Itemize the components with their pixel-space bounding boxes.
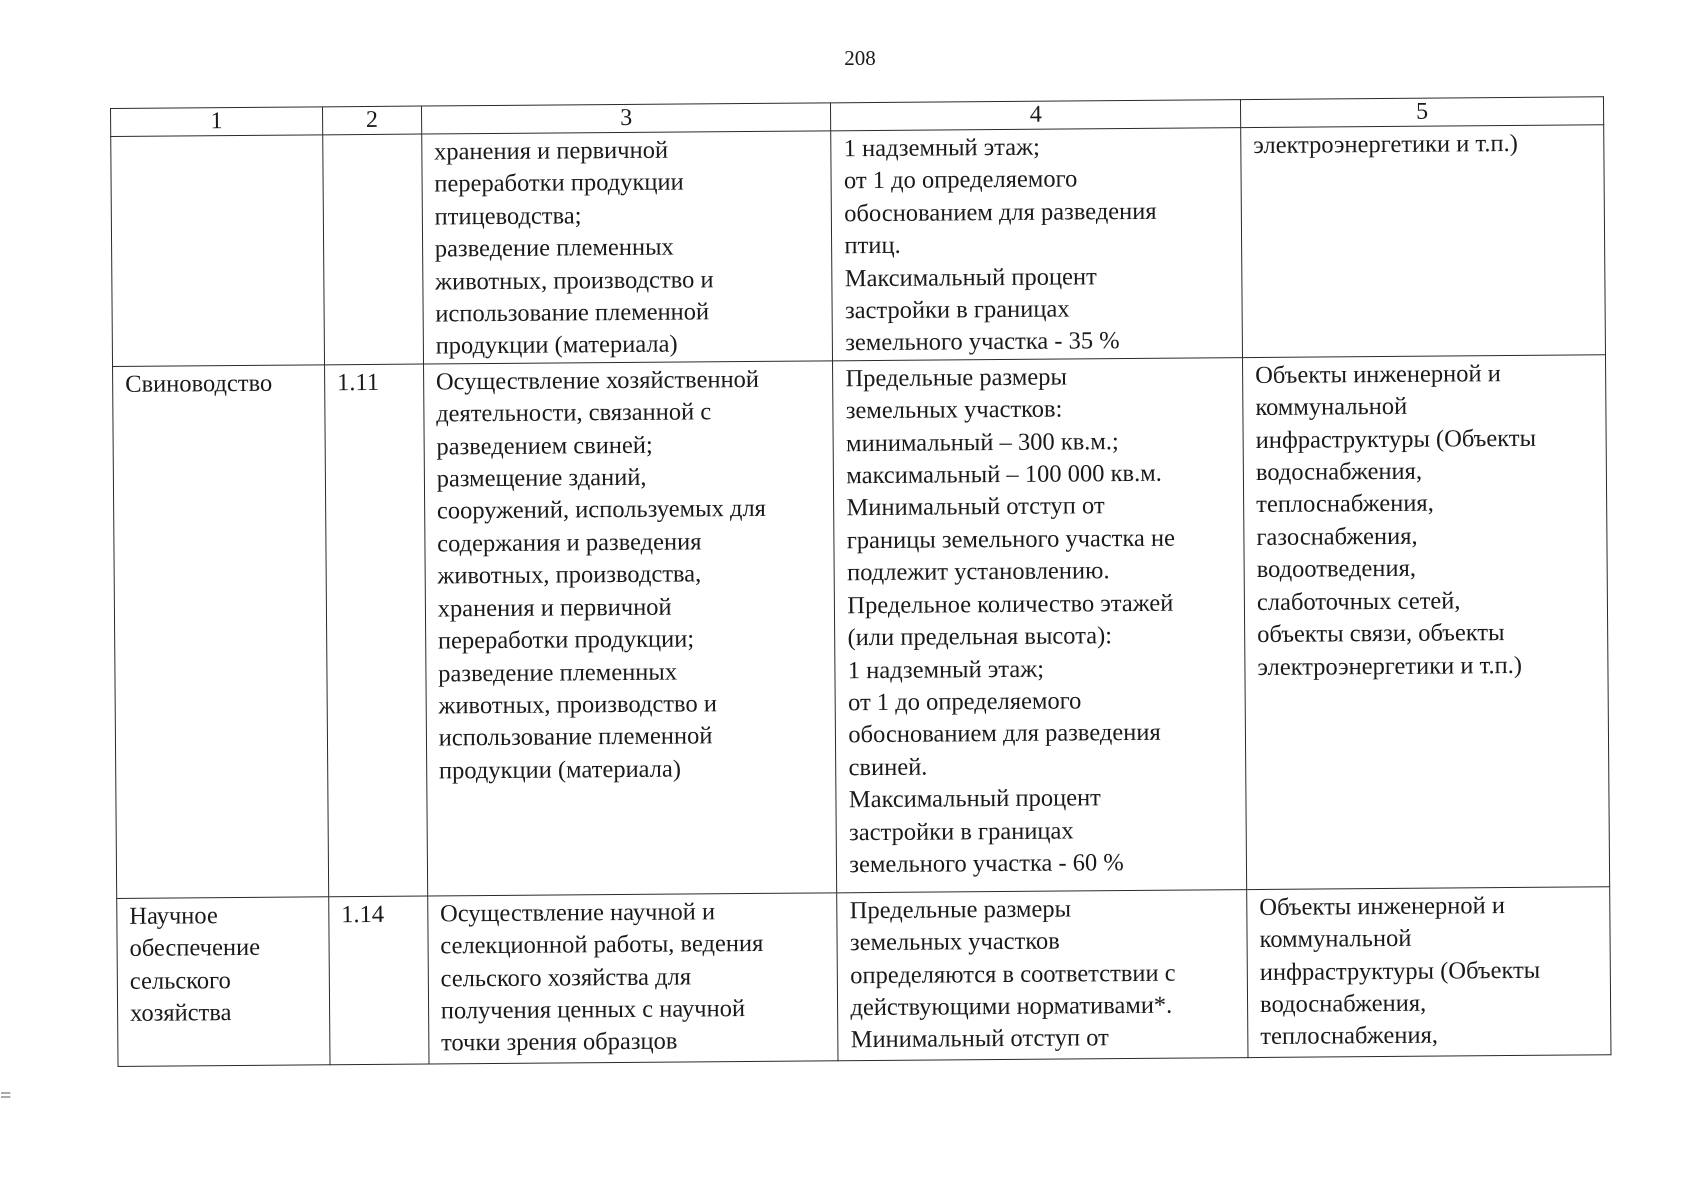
description-line: Осуществление научной и [439, 898, 716, 928]
parameters-line: максимальный – 100 000 кв.м. [846, 459, 1162, 490]
cell-objects [1241, 125, 1606, 358]
description-line: использование племенной [438, 722, 713, 752]
description-line: разведением свиней; [436, 431, 653, 461]
description-line: получения ценных с научной [440, 995, 746, 1025]
description-line: разведение племенных [434, 233, 674, 263]
objects-line: инфраструктуры (Объекты [1259, 956, 1541, 986]
description-line: размещение зданий, [436, 463, 647, 493]
parameters-line: (или предельная высота): [847, 622, 1113, 652]
cell-activity-code: 1.11 [324, 364, 427, 897]
page-number: 208 [844, 46, 876, 70]
parameters-line: земельных участков [849, 927, 1060, 957]
cell-parameters [831, 128, 1242, 361]
column-header-1: 1 [111, 107, 323, 137]
parameters-line: от 1 до определяемого [847, 687, 1082, 717]
table-row [113, 355, 1610, 899]
column-header-4: 4 [831, 100, 1241, 131]
description-line: сельского хозяйства для [440, 963, 692, 993]
margin-mark: = [0, 1085, 12, 1107]
cell-activity-code: 1.14 [329, 896, 429, 1065]
land-use-table [110, 96, 1611, 1067]
description-line: продукции (материала) [438, 755, 682, 785]
objects-line: электроэнергетики и т.п.) [1253, 129, 1518, 160]
description-line: переработки продукции [434, 168, 684, 198]
description-line: Осуществление хозяйственной [435, 365, 760, 396]
column-header-3: 3 [421, 103, 831, 134]
description-line: птицеводства; [434, 202, 582, 231]
parameters-line: Предельное количество этажей [847, 589, 1174, 619]
column-header-5: 5 [1241, 97, 1604, 128]
description-line: животных, производство и [438, 690, 717, 720]
objects-line: коммунальной [1255, 393, 1408, 422]
objects-line: водоотведения, [1256, 555, 1417, 584]
table-row [111, 125, 1606, 367]
activity-name-line: обеспечение [129, 934, 261, 963]
parameters-line: 1 надземный этаж; [843, 133, 1040, 163]
parameters-line: обоснованием для разведения [848, 719, 1161, 749]
table-sheet [110, 96, 1611, 1067]
objects-line: объекты связи, объекты [1257, 619, 1505, 649]
cell-parameters [833, 357, 1247, 892]
objects-line: газоснабжения, [1256, 522, 1418, 551]
parameters-line: земельного участка - 35 % [845, 327, 1120, 357]
parameters-line: 1 надземный этаж; [847, 655, 1045, 684]
objects-line: водоснабжения, [1255, 457, 1423, 487]
cell-activity-name [113, 365, 329, 899]
column-header-2: 2 [322, 106, 421, 135]
description-line: продукции (материала) [435, 330, 678, 360]
cell-activity-code [323, 134, 424, 365]
description-line: хранения и первичной [433, 136, 669, 166]
parameters-line: Максимальный процент [844, 262, 1097, 292]
description-line: животных, производства, [437, 560, 702, 590]
parameters-line: Предельные размеры [849, 895, 1072, 925]
parameters-line: минимальный – 300 кв.м.; [845, 427, 1119, 457]
description-line: животных, производство и [435, 265, 714, 296]
description-line: переработки продукции; [437, 625, 695, 655]
objects-line: коммунальной [1259, 925, 1412, 954]
description-line: использование племенной [435, 298, 710, 328]
parameters-line: Минимальный отступ от [846, 492, 1105, 522]
cell-description [427, 893, 838, 1064]
parameters-line: Предельные размеры [845, 363, 1067, 393]
description-line: хранения и первичной [437, 593, 672, 623]
description-line: разведение племенных [438, 658, 678, 687]
objects-line: слаботочных сетей, [1256, 587, 1461, 616]
cell-objects [1243, 355, 1610, 890]
parameters-line: определяются в соответствии с [850, 959, 1176, 989]
description-line: точки зрения образцов [441, 1028, 678, 1057]
objects-line: Объекты инженерной и [1255, 359, 1501, 389]
parameters-line: Максимальный процент [848, 784, 1101, 814]
description-line: содержания и разведения [437, 528, 702, 558]
table-row [117, 887, 1611, 1067]
activity-name-line: хозяйства [130, 999, 232, 1027]
cell-objects [1247, 887, 1611, 1058]
parameters-line: Минимальный отступ от [850, 1024, 1109, 1054]
parameters-line: застройки в границах [844, 295, 1070, 325]
cell-description [421, 131, 832, 364]
activity-name-line: сельского [129, 966, 231, 995]
activity-name-line: Свиноводство [125, 369, 273, 398]
objects-line: теплоснабжения, [1260, 1022, 1439, 1051]
parameters-line: птиц. [844, 232, 901, 260]
parameters-line: действующими нормативами*. [850, 991, 1173, 1022]
cell-parameters [837, 889, 1248, 1060]
parameters-line: земельных участков: [845, 395, 1063, 425]
parameters-line: от 1 до определяемого [843, 165, 1078, 195]
objects-line: Объекты инженерной и [1259, 891, 1506, 921]
cell-activity-name [111, 135, 325, 367]
parameters-line: земельного участка - 60 % [849, 848, 1124, 879]
parameters-line: границы земельного участка не [846, 524, 1176, 555]
description-line: сооружений, используемых для [436, 495, 767, 525]
cell-activity-name [117, 897, 330, 1067]
objects-line: инфраструктуры (Объекты [1255, 424, 1537, 454]
objects-line: электроэнергетики и т.п.) [1257, 651, 1523, 681]
description-line: деятельности, связанной с [436, 398, 712, 428]
objects-line: водоснабжения, [1260, 989, 1427, 1019]
objects-line: теплоснабжения, [1256, 490, 1434, 519]
parameters-line: застройки в границах [848, 816, 1074, 846]
description-line: селекционной работы, ведения [440, 930, 764, 960]
cell-description [423, 361, 837, 896]
parameters-line: подлежит установлению. [846, 557, 1110, 587]
parameters-line: обоснованием для разведения [844, 197, 1157, 228]
parameters-line: свиней. [848, 753, 928, 781]
activity-name-line: Научное [129, 902, 218, 930]
